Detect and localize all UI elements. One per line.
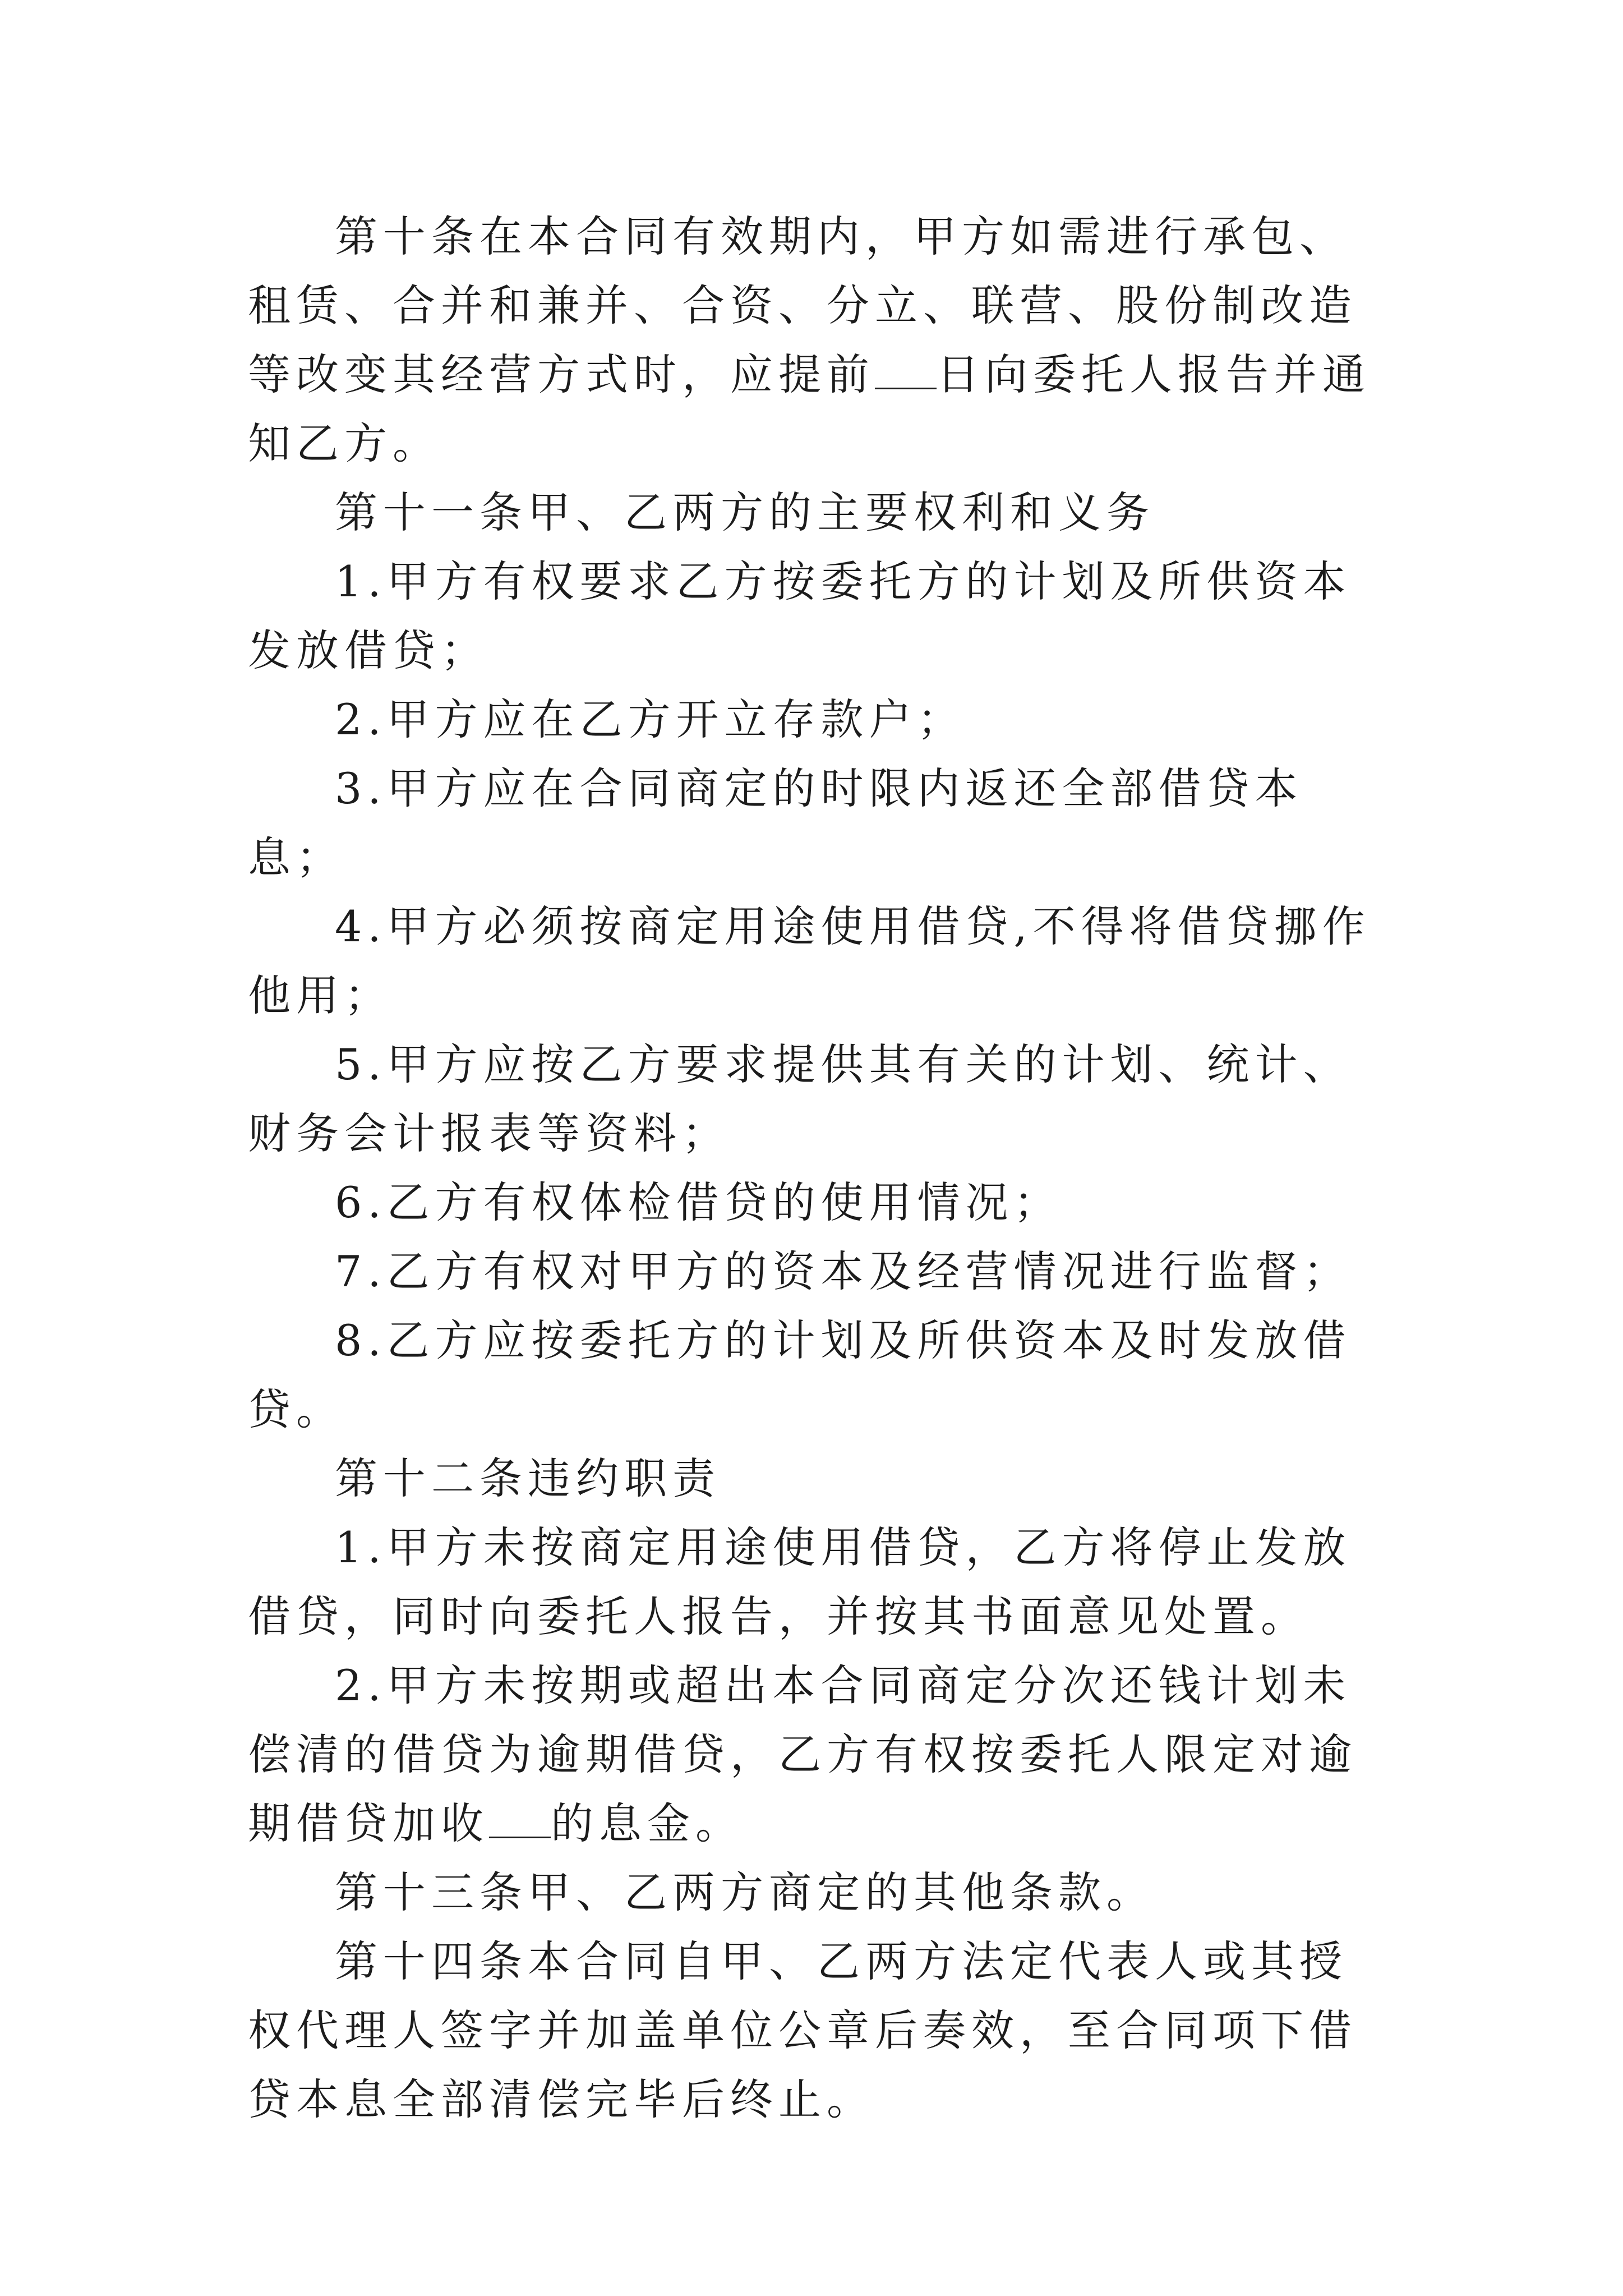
paragraph-item-3 [248, 754, 1392, 892]
paragraph-article-14 [248, 1927, 1392, 2134]
text-segment: 6.乙方有权体检借贷的使用情况； [335, 1177, 1062, 1227]
paragraph-breach-2 [248, 1651, 1392, 1858]
text-segment: 7.乙方有权对甲方的资本及经营情况进行监督； [335, 1246, 1352, 1296]
document-body [248, 202, 1392, 2134]
paragraph-item-8 [248, 1306, 1392, 1444]
text-segment: 3.甲方应在合同商定的时限内返还全部借贷本息； [248, 763, 1303, 882]
text-segment: 5.甲方应按乙方要求提供其有关的计划、统计、财务会计报表等资料； [248, 1039, 1352, 1158]
text-segment: 4.甲方必须按商定用途使用借贷,不得将借贷挪作他用； [248, 901, 1371, 1020]
paragraph-article-10 [248, 202, 1392, 478]
text-segment: 日向委托人报告并通知乙方。 [248, 349, 1371, 468]
text-segment: 1.甲方有权要求乙方按委托方的计划及所供资本发放借贷； [248, 556, 1352, 675]
paragraph-item-5 [248, 1030, 1392, 1168]
paragraph-breach-1 [248, 1513, 1392, 1651]
text-segment: 1.甲方未按商定用途使用借贷，乙方将停止发放借贷，同时向委托人报告，并按其书面意见处置。 [248, 1522, 1352, 1641]
text-segment: 第十条在本合同有效期内，甲方如需进行承包、租赁、合并和兼并、合资、分立、联营、股份制改造等改变其经营方式时，应提前 [248, 211, 1357, 399]
text-segment: 2.甲方未按期或超出本合同商定分次还钱计划未偿清的借贷为逾期借贷，乙方有权按委托人限定对逾期借贷加收 [248, 1660, 1357, 1848]
paragraph-item-1 [248, 547, 1392, 685]
paragraph-item-7 [248, 1237, 1392, 1306]
fill-in-blank [875, 354, 937, 389]
paragraph-article-12-heading [248, 1444, 1392, 1513]
paragraph-item-4 [248, 892, 1392, 1030]
text-segment: 的息金。 [551, 1798, 744, 1848]
fill-in-blank [489, 1803, 551, 1838]
paragraph-article-13 [248, 1858, 1392, 1927]
text-segment: 2.甲方应在乙方开立存款户； [335, 694, 966, 744]
text-segment: 第十二条违约职责 [335, 1453, 721, 1503]
text-segment: 第十四条本合同自甲、乙两方法定代表人或其授权代理人签字并加盖单位公章后奏效，至合同项下借贷本息全部清偿完毕后终止。 [248, 1936, 1357, 2124]
text-segment: 8.乙方应按委托方的计划及所供资本及时发放借贷。 [248, 1315, 1352, 1434]
text-segment: 第十一条甲、乙两方的主要权利和义务 [335, 487, 1155, 537]
paragraph-article-11-heading [248, 478, 1392, 547]
paragraph-item-6 [248, 1168, 1392, 1237]
paragraph-item-2 [248, 685, 1392, 754]
text-segment: 第十三条甲、乙两方商定的其他条款。 [335, 1867, 1155, 1917]
